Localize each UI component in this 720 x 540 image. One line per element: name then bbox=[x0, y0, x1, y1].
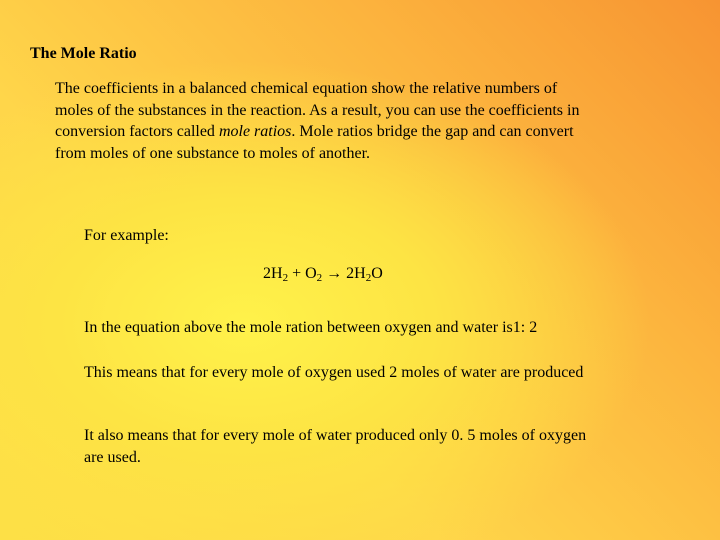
equation-reactant-hydrogen: 2H bbox=[263, 265, 283, 282]
oxygen-to-water-explanation: This means that for every mole of oxygen used 2 moles of water are produced bbox=[84, 364, 584, 381]
mole-ratio-statement: In the equation above the mole ration between oxygen and water is1: 2 bbox=[84, 319, 538, 336]
intro-paragraph bbox=[55, 78, 580, 164]
equation-plus: + bbox=[288, 265, 306, 282]
intro-emphasis-mole-ratios: mole ratios bbox=[218, 123, 292, 140]
intro-text-start: The coefficients in a balanced chemical equation show the relative numbers of moles of the substances in the reaction. As a result, you can use the coefficients in conversion factors called bbox=[55, 80, 580, 140]
example-label: For example: bbox=[84, 227, 169, 244]
equation-subscript: 2 bbox=[282, 272, 289, 284]
equation-arrow: → bbox=[322, 265, 347, 282]
equation-product-water: 2H bbox=[346, 265, 366, 282]
equation-reactant-oxygen: O bbox=[305, 265, 317, 282]
intro-text-end: . Mole ratios bridge the gap and can convert from moles of one substance to moles of another. bbox=[55, 123, 574, 162]
water-to-oxygen-explanation: It also means that for every mole of water produced only 0. 5 moles of oxygen are used. bbox=[84, 427, 587, 466]
equation-subscript: 2 bbox=[365, 272, 372, 284]
equation-subscript: 2 bbox=[316, 272, 323, 284]
chemical-equation bbox=[263, 264, 383, 284]
equation-product-tail: O bbox=[371, 265, 383, 282]
slide-title: The Mole Ratio bbox=[30, 45, 137, 62]
